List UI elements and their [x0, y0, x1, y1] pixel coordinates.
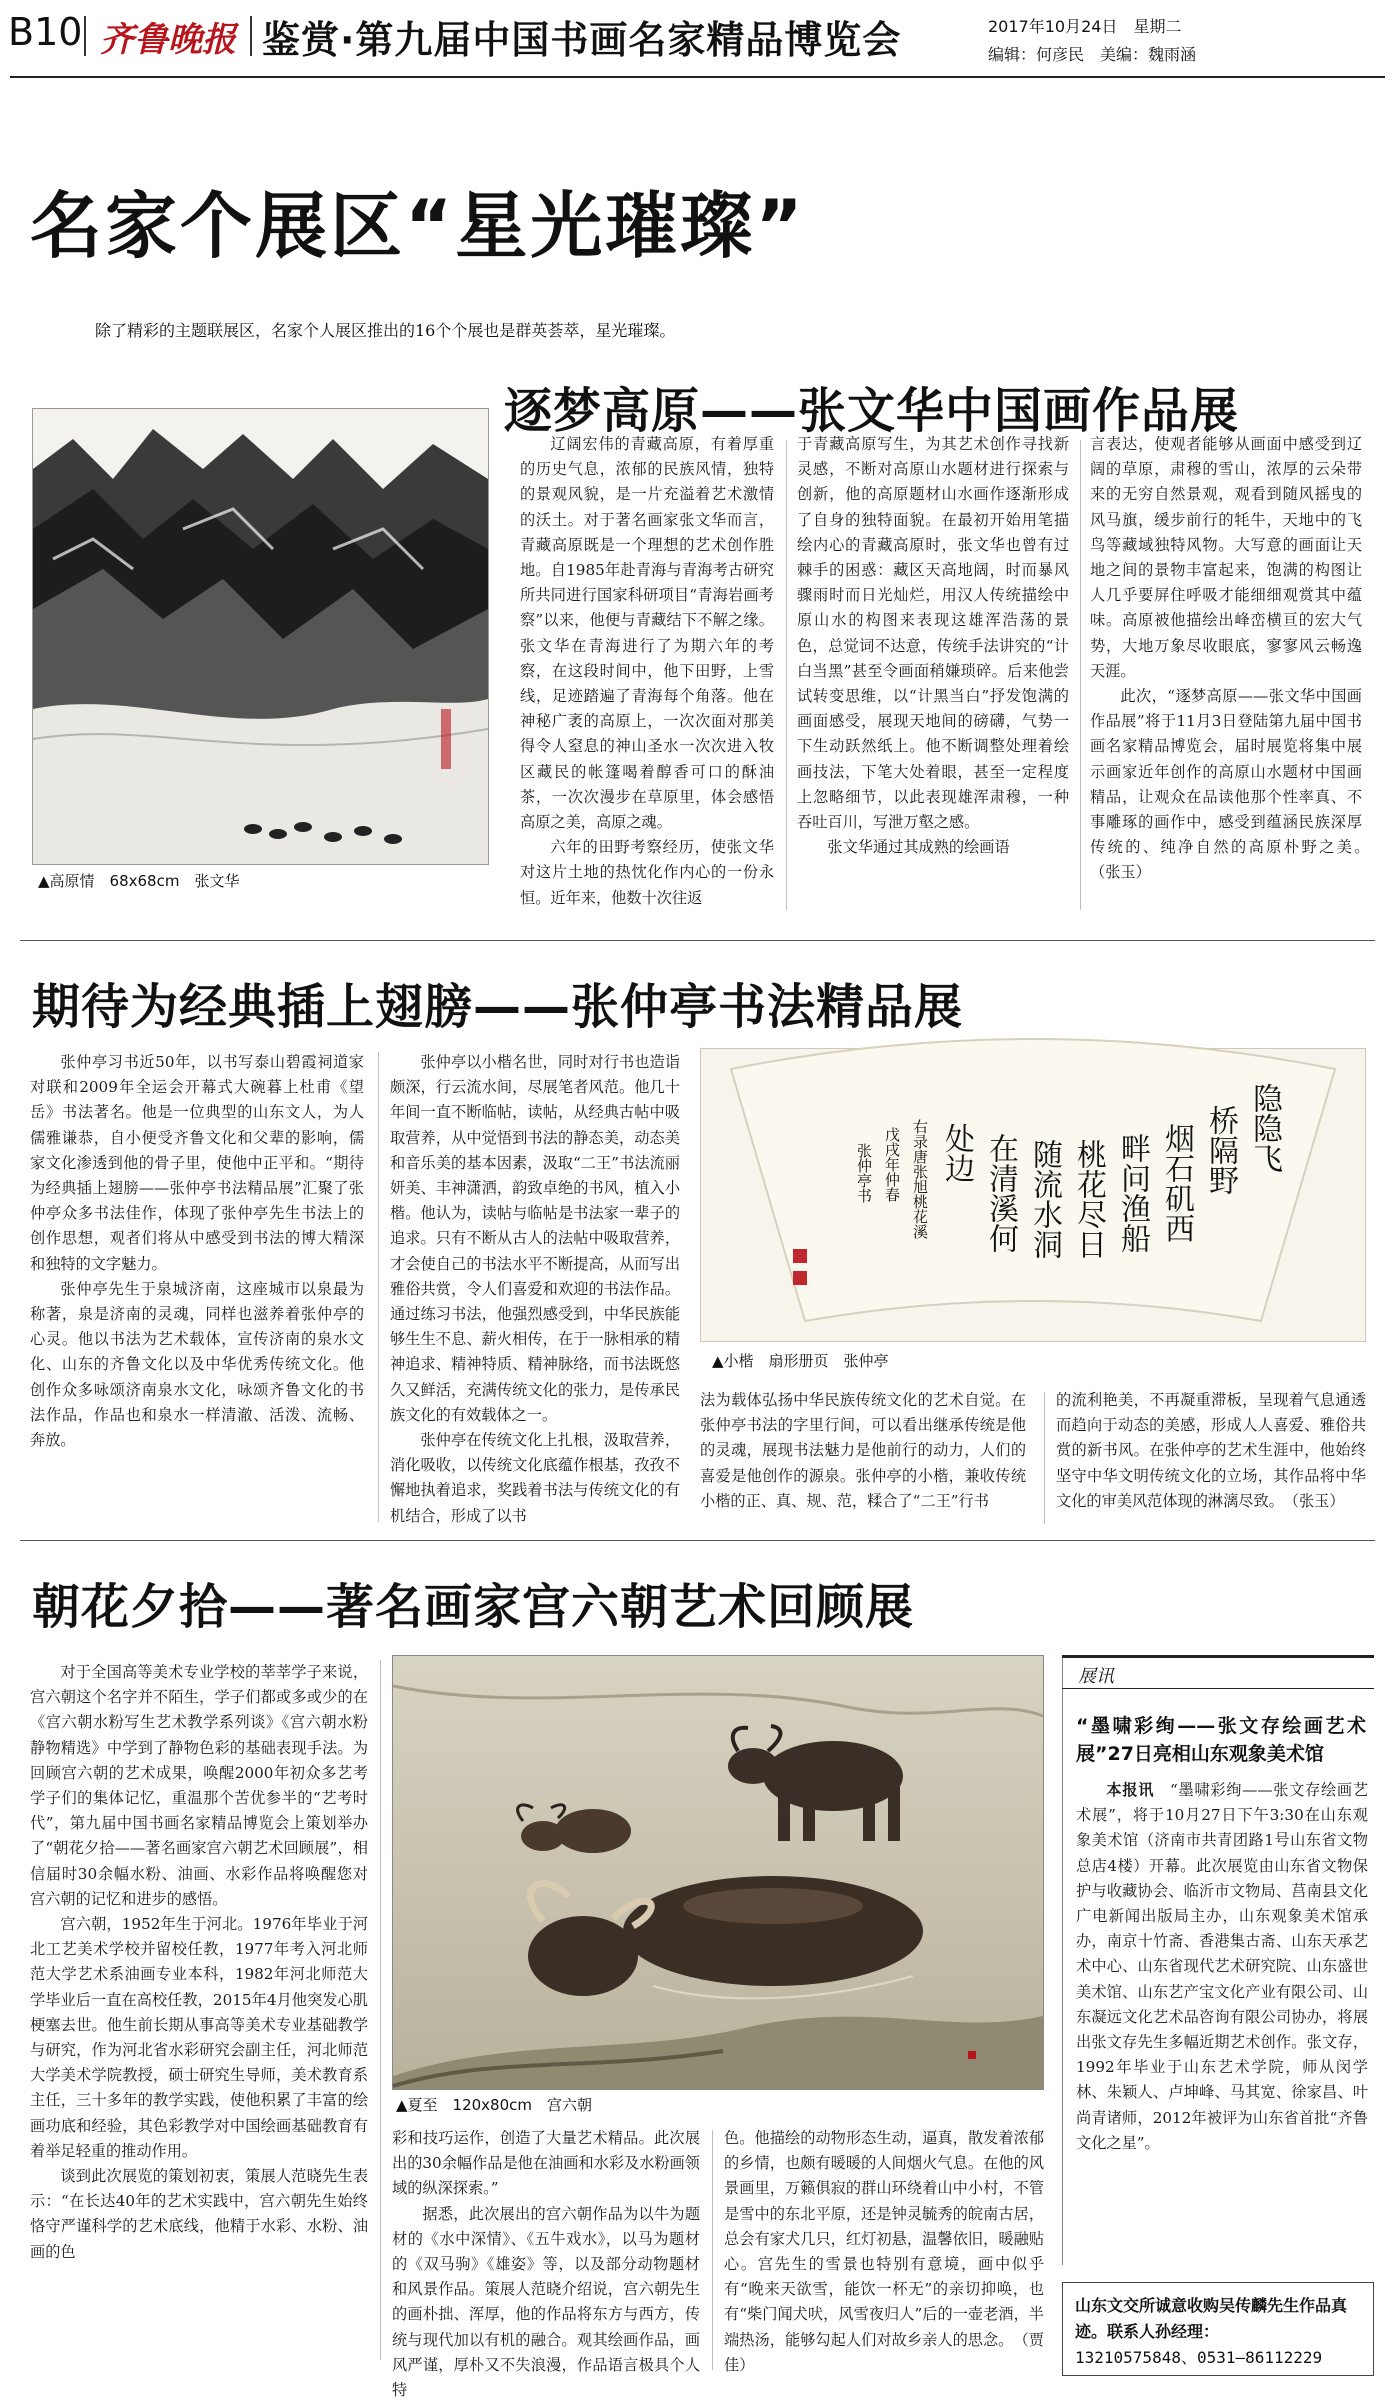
sidebar-body-text: “墨啸彩绚——张文存绘画艺术展”，将于10月27日下午3:30在山东观象美术馆（济南市共青团路1号山东省文物总店4楼）开幕。此次展览由山东省文物保护与收藏协会、临沂市文物局、莒南县文化广电新闻出版局主办，山东观象美术馆承办，南京十竹斋、香港集古斋、山东天承艺术中心、山东省现代艺术研究院、山东盛世美术馆、山东艺产宝文化产业有限公司、山东凝远文化艺术品咨询有限公司协办，将展出张文存先生多幅近期艺术创作。张文存，1992年毕业于山东艺术学院，师从闵学林、朱颖人、卢坤峰、马其宽、徐家昌、叶尚青诸师，2012年被评为山东省首批“齐鲁文化之星”。	[1076, 1781, 1369, 2152]
article3-para: 彩和技巧运作，创造了大量艺术精品。此次展出的30余幅作品是他在油画和水彩及水粉画领域的纵深探索。”	[392, 2129, 700, 2198]
article2-title: 期待为经典插上翅膀——张仲亭书法精品展	[32, 979, 964, 1035]
header-divider-2	[250, 16, 252, 56]
article2-col3	[700, 1388, 1026, 1528]
calligraphy-column: 隐隐飞	[1247, 1083, 1282, 1173]
article3-painting	[392, 1655, 1044, 2090]
column-rule	[1044, 1392, 1045, 1524]
calligraphy-text	[821, 1083, 1281, 1303]
sidebar-body	[1076, 1778, 1368, 2258]
calligraphy-column: 随流水洞	[1027, 1139, 1062, 1259]
page-number: B10	[8, 10, 83, 54]
calligraphy-column: 畔问渔船	[1115, 1133, 1150, 1253]
header-divider	[84, 16, 86, 56]
calligraphy-column: 桥隔野	[1203, 1105, 1238, 1195]
article2-para: 法为载体弘扬中华民族传统文化的艺术自觉。在张仲亭书法的字里行间，可以看出继承传统是他的灵魂，展现书法魅力是他前行的动力，人们的喜爱是他创作的源泉。张仲亭的小楷，兼收传统小楷的正、真、规、范，糅合了“二王”行书	[700, 1391, 1026, 1510]
column-rule	[712, 2130, 713, 2370]
sidebar-label-text: 展讯	[1078, 1666, 1114, 1687]
article3-col3	[724, 2126, 1044, 2380]
article-divider	[20, 940, 1375, 941]
article1-caption: ▲高原情 68x68cm 张文华	[38, 872, 240, 890]
editors-line: 编辑：何彦民 美编：魏雨涵	[988, 45, 1197, 64]
article1-title: 逐梦高原——张文华中国画作品展	[504, 383, 1240, 439]
article2-col2	[390, 1050, 680, 1526]
column-rule	[378, 1052, 379, 1522]
article3-col2	[392, 2126, 700, 2400]
article3-para: 宫六朝，1952年生于河北。1976年毕业于河北工艺美术学校并留校任教，1977年考入河北师范大学艺术系油画专业本科，1982年河北师范大学毕业后一直在高校任教，2015年4月他突发心肌梗塞去世。他生前长期从事高等美术专业基础教学与研究，作为河北省水彩研究会副主任，河北师范大学美术学院教授，硕士研究生导师，美术教育系主任，三十多年的教学实践，使他积累了丰富的绘画功底和经验，其色彩教学对中国绘画基础教育有着举足轻重的推动作用。	[30, 1915, 368, 2160]
calligraphy-column: 在清溪何	[983, 1133, 1018, 1253]
header-rule	[10, 76, 1385, 78]
calligraphy-date: 戊戌年仲春	[883, 1127, 901, 1202]
main-title: 名家个展区“星光璀璨”	[30, 184, 806, 268]
sidebar-ad	[1062, 2282, 1374, 2376]
article1-para: 六年的田野考察经历，使张文华对这片土地的热忱化作内心的一份永恒。近年来，他数十次往返	[520, 838, 774, 907]
article2-para: 张仲亭以小楷名世，同时对行书也造诣颇深，行云流水间，尽展笔者风范。他几十年间一直不断临帖，读帖，从经典古帖中吸取营养，从中觉悟到书法的静态美，动态美和音乐美的基本因素，汲取“二王”书法流丽妍美、丰神潇洒，韵致卓绝的书风，植入小楷。他认为，读帖与临帖是书法家一辈子的追求。只有不断从古人的法帖中吸取营养，才会使自己的书法水平不断提高，从而写出雅俗共赏，令人们喜爱和欢迎的书法作品。通过练习书法，他强烈感受到，中华民族能够生生不息、薪火相传，在于一脉相承的精神追求、精神特质、精神脉络，而书法既悠久又鲜活，充满传统文化的张力，是传承民族文化的有效载体之一。	[390, 1053, 680, 1424]
article1-para: 于青藏高原写生，为其艺术创作寻找新灵感，不断对高原山水题材进行探索与创新，他的高原题材山水画作逐渐形成了自身的独特面貌。在最初开始用笔描绘内心的青藏高原时，张文华也曾有过棘手的困惑：藏区天高地阔，时而暴风骤雨时而日光灿烂，用汉人传统描绘中原山水的构图来表现这雄浑浩荡的景色，总觉词不达意，传统手法讲究的“计白当黑”甚至令画面稍嫌琐碎。后来他尝试转变思维，以“计黑当白”抒发饱满的画面感受，展现天地间的磅礴，气势一下生动跃然纸上。他不断调整处理着绘画技法，下笔大处着眼，甚至一定程度上忽略细节，以此表现雄浑肃穆，一种吞吐百川，写泄万壑之感。	[797, 435, 1069, 832]
sidebar-title: “墨啸彩绚——张文存绘画艺术展”27日亮相山东观象美术馆	[1076, 1715, 1366, 1765]
article3-caption: ▲夏至 120x80cm 宫六朝	[396, 2096, 592, 2114]
column-rule	[380, 1660, 381, 2360]
sidebar-para	[1076, 1778, 1368, 2156]
sidebar-ad-phone: 13210575848、0531—86112229	[1075, 2348, 1323, 2367]
article3-col1	[30, 1660, 368, 2380]
article3-para: 色。他描绘的动物形态生动，逼真，散发着浓郁的乡情，也颇有暖暖的人间烟火气息。在他的风景画里，万籁俱寂的群山环绕着山中小村，不管是雪中的东北平原，还是钟灵毓秀的皖南古居，总会有家犬几只，红灯初悬，温馨依旧，暖融贴心。宫先生的雪景也特别有意境，画中似乎有“晚来天欲雪，能饮一杯无”的亲切抑唤，也有“柴门闻犬吠，风雪夜归人”后的一壶老酒，半端热汤，能够勾起人们对故乡亲人的思念。 （贾佳）	[724, 2129, 1044, 2374]
article1-col2	[797, 432, 1069, 912]
intro-text: 除了精彩的主题联展区，名家个人展区推出的16个个展也是群英荟萃，星光璀璨。	[95, 321, 676, 340]
article1-para: 此次，“逐梦高原——张文华中国画作品展”将于11月3日登陆第九届中国书画名家精品博览会，届时展览将集中展示画家近年创作的高原山水题材中国画精品，让观众在品读他那个性率真、不事雕琢的画作中，感受到蕴涵民族深厚传统的、纯净自然的高原朴野之美。 （张玉）	[1090, 687, 1378, 882]
article2-col1	[30, 1050, 364, 1526]
article1-para: 辽阔宏伟的青藏高原，有着厚重的历史气息，浓郁的民族风情，独特的景观风貌，是一片充溢着艺术激情的沃土。对于著名画家张文华而言，青藏高原既是一个理想的艺术创作胜地。自1985年赴青海与青海考古研究所共同进行国家科研项目“青海岩画考察”以来，他便与青藏结下不解之缘。张文华在青海进行了为期六年的考察，在这段时间中，他下田野，上雪线，足迹踏遍了青海每个角落。他在神秘广袤的高原上，一次次面对那美得令人窒息的神山圣水一次次进入牧区藏民的帐篷喝着醇香可口的酥油茶，一次次漫步在草原里，体会感悟高原之美，高原之魂。	[520, 435, 774, 832]
calligraphy-column: 桃花尽日	[1071, 1139, 1106, 1259]
newspaper-brand-logo: 齐鲁晚报	[100, 20, 236, 60]
article2-para: 的流利艳美，不再凝重滞板，呈现着气息通透而趋向于动态的美感，形成人人喜爱、雅俗共赏的新书风。在张仲亭的艺术生涯中，他始终坚守中华文明传统文化的立场，其作品将中华文化的审美风范体现的淋漓尽致。 （张玉）	[1056, 1391, 1366, 1510]
column-rule	[1080, 440, 1081, 910]
article1-col1	[520, 432, 774, 912]
calligraphy-signature: 张仲亭书	[855, 1143, 873, 1203]
article2-para: 张仲亭先生于泉城济南，这座城市以泉最为称著，泉是济南的灵魂，同样也滋养着张仲亭的心灵。他以书法为艺术载体，宣传济南的泉水文化、山东的齐鲁文化以及中华优秀传统文化。他创作众多咏颂济南泉水文化，咏颂齐鲁文化的书法作品，作品也和泉水一样清澈、活泼、流畅、奔放。	[30, 1279, 364, 1450]
article2-col4	[1056, 1388, 1366, 1528]
calligraphy-column: 处边	[939, 1123, 974, 1183]
calligraphy-column: 烟石矶西	[1159, 1123, 1194, 1243]
article1-para: 张文华通过其成熟的绘画语	[827, 838, 1010, 857]
sidebar-ad-text: 山东文交所诚意收购吴传麟先生作品真迹。联系人孙经理：	[1075, 2296, 1348, 2341]
sidebar-label	[1062, 1655, 1374, 1689]
article3-para: 对于全国高等美术专业学校的莘莘学子来说，宫六朝这个名字并不陌生，学子们都或多或少的在《宫六朝水粉写生艺术教学系列谈》《宫六朝水粉静物精选》中学到了静物色彩的基础表现手法。为回顾宫六朝的艺术成果，唤醒2000年初众多艺考学子们的集体记忆，重温那个苦优参半的“艺考时代”，第九届中国书画名家精品博览会上策划举办了“朝花夕拾——著名画家宫六朝艺术回顾展”，相信届时30余幅水粉、油画、水彩作品将唤醒您对宫六朝的记忆和进步的感悟。	[30, 1663, 368, 1908]
column-rule	[786, 440, 787, 910]
article3-para: 据悉，此次展出的宫六朝作品为以牛为题材的《水中深情》、《五牛戏水》，以马为题材的《双马驹》《雄姿》等，以及部分动物题材和风景作品。策展人范晓介绍说，宫六朝先生的画朴拙、浑厚，他的作品将东方与西方，传统与现代加以有机的融合。观其绘画作品，画风严谨，厚朴又不失浪漫，作品语言极具个人特	[392, 2204, 700, 2400]
sidebar-body-lead: 本报讯	[1106, 1781, 1155, 1799]
section-title: 鉴赏·第九届中国书画名家精品博览会	[262, 18, 902, 62]
article2-para: 张仲亭习书近50年，以书写泰山碧霞祠道家对联和2009年全运会开幕式大碗暮上杜甫《望岳》书法著名。他是一位典型的山东文人，为人儒雅谦恭，自小便受齐鲁文化和父辈的影响，儒家文化渗透到他的骨子里，使他中正平和。“期待为经典插上翅膀——张仲亭书法精品展”汇聚了张仲亭众多书法佳作，体现了张仲亭先生书法上的创作思想，观者们将从中感受到书法的博大精深和独特的文字魅力。	[30, 1053, 364, 1273]
issue-date: 2017年10月24日 星期二	[988, 17, 1182, 36]
article1-col3	[1090, 432, 1378, 912]
article2-para: 张仲亭在传统文化上扎根，汲取营养，消化吸收，以传统文化底蕴作根基，孜孜不懈地执着追求，奖践着书法与传统文化的有机结合，形成了以书	[390, 1431, 680, 1525]
article-divider	[20, 1540, 1375, 1541]
article3-para: 谈到此次展览的策划初衷，策展人范晓先生表示：“在长达40年的艺术实践中，宫六朝先生始终恪守严谨科学的艺术底线，他精于水彩、水粉、油画的色	[30, 2167, 368, 2261]
article2-calligraphy-fan	[700, 1048, 1366, 1342]
article2-caption: ▲小楷 扇形册页 张仲亭	[712, 1352, 889, 1370]
calligraphy-inscription: 右录唐张旭桃花溪	[911, 1119, 929, 1239]
article1-para: 言表达，使观者能够从画面中感受到辽阔的草原，肃穆的雪山，浓厚的云朵带来的无穷自然景观，观看到随风摇曳的风马旗，缓步前行的牦牛，天地中的飞鸟等藏域独特风物。大写意的画面让天地之间的景物丰富起来，饱满的构图让人几乎要屏住呼吸才能细细观赏其中蕴味。高原被他描绘出峰峦横亘的宏大气势，大地万象尽收眼底，寥寥风云畅逸天涯。	[1090, 435, 1362, 680]
article1-painting	[32, 408, 489, 865]
article3-title: 朝花夕拾——著名画家宫六朝艺术回顾展	[32, 1579, 915, 1635]
